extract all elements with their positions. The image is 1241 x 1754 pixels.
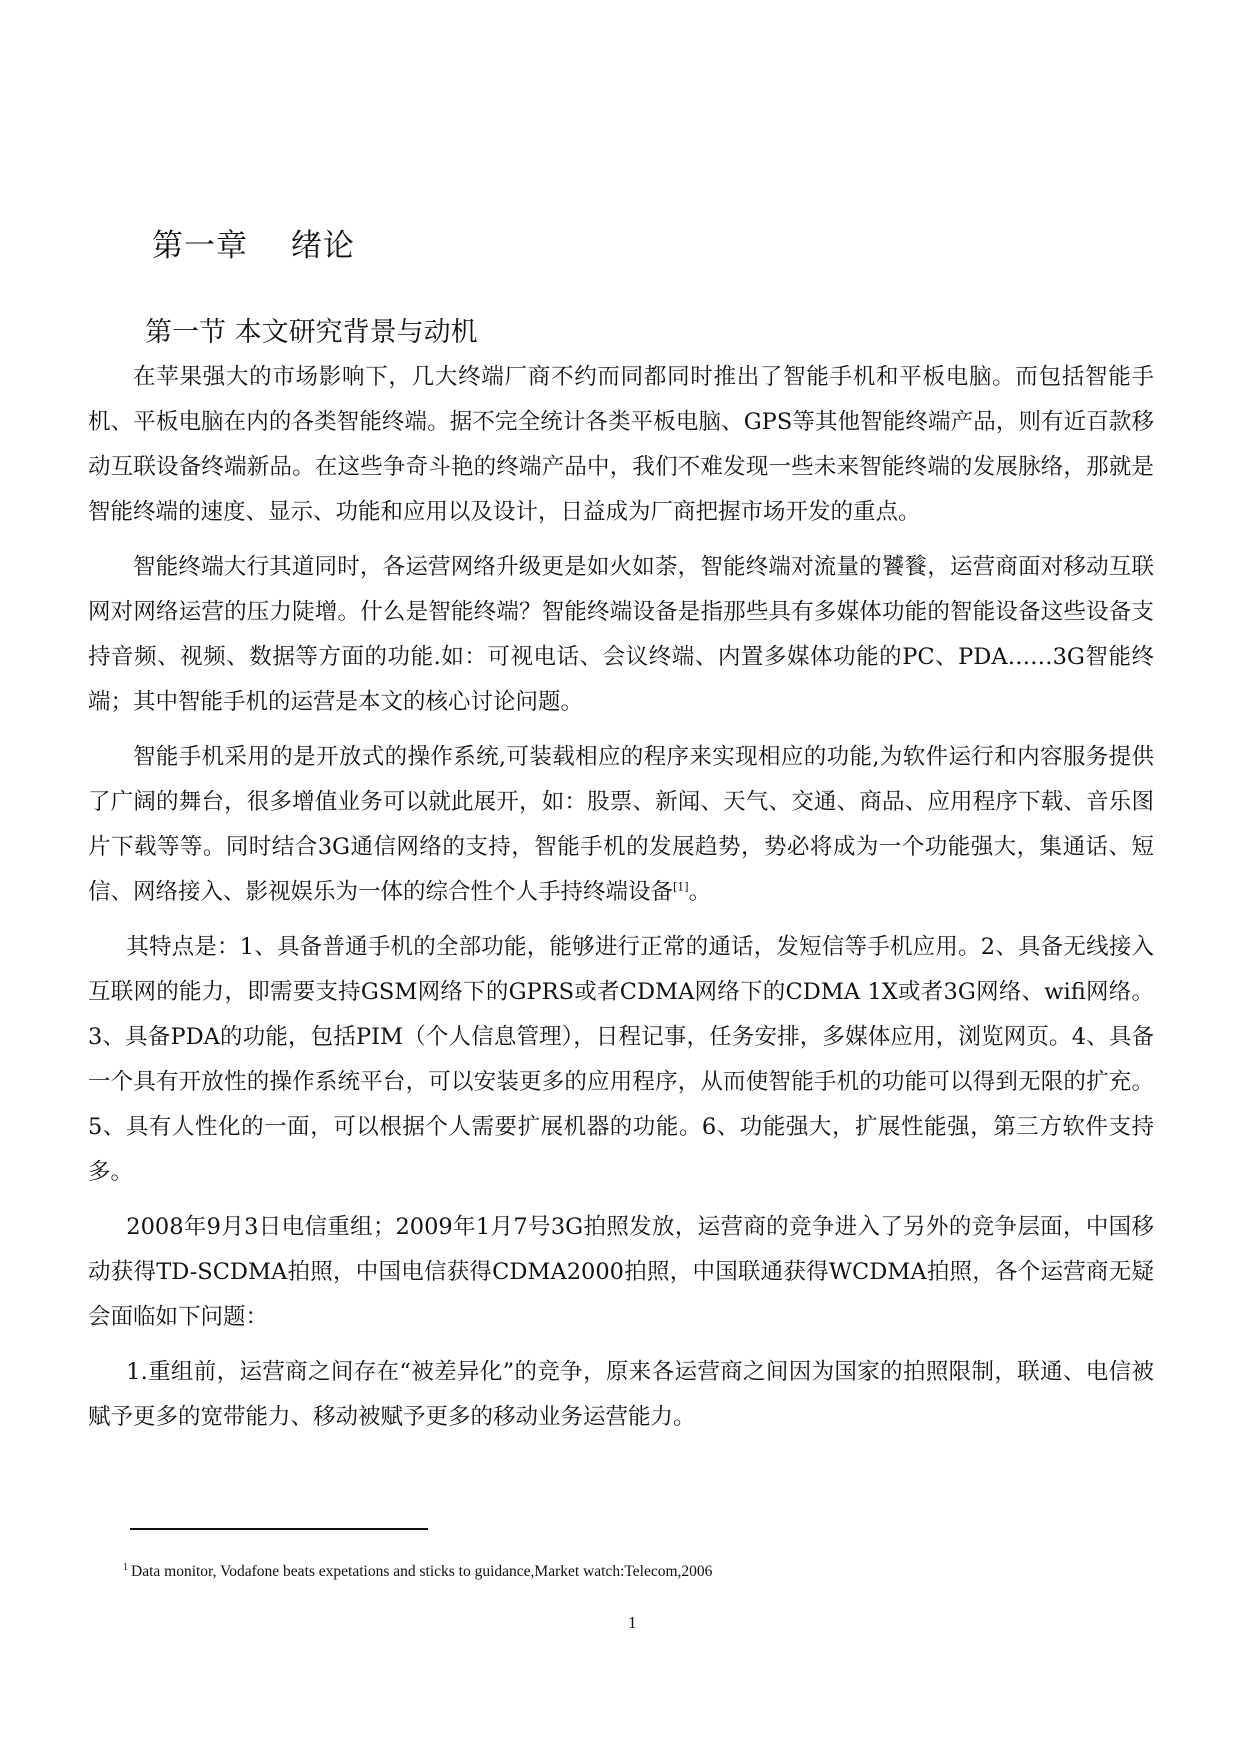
footnote-divider <box>130 1528 428 1530</box>
footnote <box>123 1562 712 1581</box>
paragraph-2: 智能终端大行其道同时，各运营网络升级更是如火如荼，智能终端对流量的饕餮，运营商面对移动互联网对网络运营的压力陡增。什么是智能终端？智能终端设备是指那些具有多媒体功能的智能设备这些设备支持音频、视频、数据等方面的功能.如：可视电话、会议终端、内置多媒体功能的PC、PDA……3G智能终端；其中智能手机的运营是本文的核心讨论问题。 <box>88 554 1154 715</box>
section-title: 第一节 本文研究背景与动机 <box>145 317 478 348</box>
footnote-number: 1 <box>123 1562 128 1573</box>
paragraph-4: 其特点是：1、具备普通手机的全部功能，能够进行正常的通话，发短信等手机应用。2、具备无线接入互联网的能力，即需要支持GSM网络下的GPRS或者CDMA网络下的CDMA 1X或者3G网络、wifi网络。3、具备PDA的功能，包括PIM（个人信息管理），日程记事，任务安排，多媒体应用，浏览网页。4、具备一个具有开放性的操作系统平台，可以安装更多的应用程序，从而使智能手机的功能可以得到无限的扩充。5、具有人性化的一面，可以根据个人需要扩展机器的功能。6、功能强大，扩展性能强，第三方软件支持多。 <box>88 934 1154 1185</box>
footnote-reference[interactable]: [1] <box>673 880 689 894</box>
paragraph-5: 2008年9月3日电信重组；2009年1月7号3G拍照发放，运营商的竞争进入了另外的竞争层面，中国移动获得TD-SCDMA拍照，中国电信获得CDMA2000拍照，中国联通获得WCDMA拍照，各个运营商无疑会面临如下问题： <box>88 1214 1154 1330</box>
paragraph-3 <box>88 735 1154 915</box>
chapter-title: 第一章 绪论 <box>152 228 355 264</box>
footnote-text: Data monitor, Vodafone beats expetations and sticks to guidance,Market watch:Telecom,2006 <box>131 1563 713 1581</box>
paragraph-1: 在苹果强大的市场影响下，几大终端厂商不约而同都同时推出了智能手机和平板电脑。而包括智能手机、平板电脑在内的各类智能终端。据不完全统计各类平板电脑、GPS等其他智能终端产品，则有近百款移动互联设备终端新品。在这些争奇斗艳的终端产品中，我们不难发现一些未来智能终端的发展脉络，那就是智能终端的速度、显示、功能和应用以及设计，日益成为厂商把握市场开发的重点。 <box>88 364 1154 525</box>
paragraph-3-end: 。 <box>688 879 712 905</box>
page-number: 1 <box>628 1613 637 1632</box>
paragraph-6: 1.重组前，运营商之间存在“被差异化”的竞争，原来各运营商之间因为国家的拍照限制，联通、电信被赋予更多的宽带能力、移动被赋予更多的移动业务运营能力。 <box>88 1359 1154 1430</box>
body-text <box>88 355 1154 1440</box>
paragraph-3-text: 智能手机采用的是开放式的操作系统,可装载相应的程序来实现相应的功能,为软件运行和内容服务提供了广阔的舞台，很多增值业务可以就此展开，如：股票、新闻、天气、交通、商品、应用程序下载、音乐图片下载等等。同时结合3G通信网络的支持，智能手机的发展趋势，势必将成为一个功能强大，集通话、短信、网络接入、影视娱乐为一体的综合性个人手持终端设备 <box>88 744 1154 905</box>
